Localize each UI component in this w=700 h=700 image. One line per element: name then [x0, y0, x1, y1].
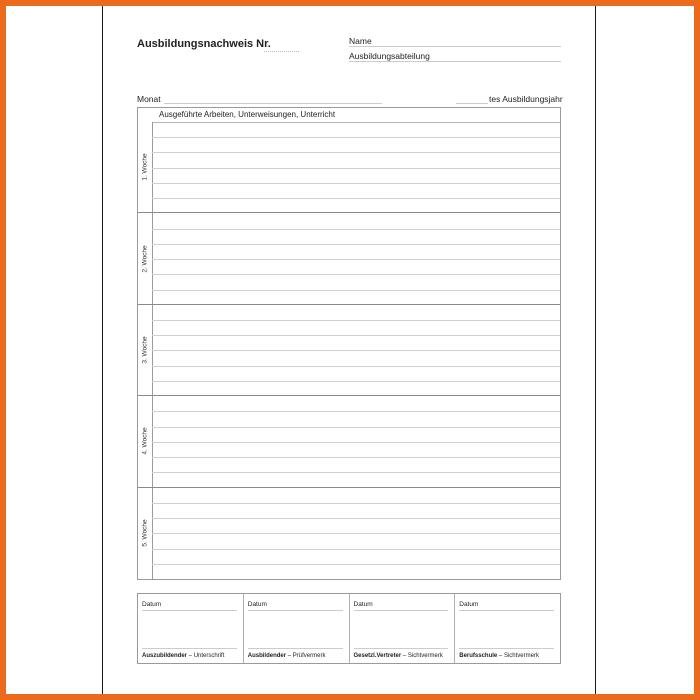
form-title: Ausbildungsnachweis Nr. — [137, 38, 271, 50]
week-label: 4. Woche — [141, 427, 149, 456]
signer-role: Berufsschule — [459, 653, 498, 659]
signature-role-label — [142, 653, 224, 659]
entry-line[interactable] — [152, 320, 560, 321]
signature-area — [137, 593, 561, 664]
week-label: 2. Woche — [141, 244, 149, 273]
entry-line[interactable] — [152, 290, 560, 291]
entry-line[interactable] — [152, 503, 560, 504]
week-label-column — [138, 488, 153, 579]
entry-line[interactable] — [152, 183, 560, 184]
signature-note: Sichtvermerk — [503, 653, 539, 659]
week-block — [138, 213, 560, 304]
role-separator: – — [497, 653, 504, 659]
signature-cell — [138, 594, 244, 663]
signature-cell — [350, 594, 456, 663]
date-field[interactable] — [248, 610, 343, 611]
entry-line[interactable] — [152, 198, 560, 199]
signature-role-label — [248, 653, 326, 659]
signature-field[interactable] — [459, 648, 554, 649]
week-block — [138, 488, 560, 579]
entry-line[interactable] — [152, 442, 560, 443]
date-field[interactable] — [459, 610, 554, 611]
entry-line[interactable] — [152, 259, 560, 260]
role-separator: – — [286, 653, 293, 659]
signature-field[interactable] — [354, 648, 449, 649]
signature-field[interactable] — [142, 648, 237, 649]
date-label: Datum — [142, 601, 162, 608]
week-block — [138, 396, 560, 487]
signature-note: Prüfvermerk — [292, 653, 326, 659]
signature-cell — [244, 594, 350, 663]
entry-line[interactable] — [152, 168, 560, 169]
week-block — [138, 122, 560, 213]
entry-line[interactable] — [152, 335, 560, 336]
entry-line[interactable] — [152, 411, 560, 412]
form-page — [6, 6, 694, 694]
week-label-column — [138, 122, 153, 212]
signature-cell — [455, 594, 560, 663]
signer-role: Ausbildender — [247, 653, 287, 659]
week-label: 1. Woche — [141, 153, 149, 181]
date-label: Datum — [247, 601, 267, 608]
entry-line[interactable] — [152, 427, 560, 428]
signature-note: Unterschrift — [193, 653, 225, 659]
entry-line[interactable] — [152, 152, 560, 153]
week-label: 3. Woche — [141, 336, 149, 364]
entry-line[interactable] — [152, 350, 560, 351]
department-label: Ausbildungsabteilung — [349, 51, 430, 61]
week-block — [138, 305, 560, 396]
date-field[interactable] — [142, 610, 237, 611]
entry-line[interactable] — [152, 244, 560, 245]
department-field[interactable] — [349, 61, 561, 62]
entry-line[interactable] — [152, 472, 560, 473]
signer-role: Gesetzl.Vertreter — [353, 653, 402, 659]
page-edge-left — [102, 6, 103, 694]
date-label: Datum — [353, 601, 373, 608]
month-field[interactable] — [164, 103, 382, 104]
entry-line[interactable] — [152, 366, 560, 367]
training-year-field[interactable] — [456, 103, 488, 104]
month-label: Monat — [137, 94, 161, 104]
name-label: Name — [349, 36, 372, 46]
signer-role: Auszubildender — [142, 653, 188, 659]
role-separator: – — [401, 653, 408, 659]
entry-line[interactable] — [152, 274, 560, 275]
date-field[interactable] — [354, 610, 449, 611]
entry-line[interactable] — [152, 457, 560, 458]
signature-note: Sichtvermerk — [407, 653, 443, 659]
week-label-column — [138, 305, 153, 395]
week-label-column — [138, 396, 153, 486]
name-field[interactable] — [349, 46, 561, 47]
entry-line[interactable] — [152, 137, 560, 138]
log-column-header: Ausgeführte Arbeiten, Unterweisungen, Unterricht — [152, 108, 560, 123]
entry-line[interactable] — [152, 564, 560, 565]
date-label: Datum — [459, 601, 479, 608]
report-number-field[interactable] — [264, 51, 299, 52]
entry-line[interactable] — [152, 533, 560, 534]
entry-line[interactable] — [152, 549, 560, 550]
training-year-label: tes Ausbildungsjahr — [489, 94, 563, 104]
signature-field[interactable] — [248, 648, 343, 649]
activity-log-table — [137, 107, 561, 580]
signature-role-label — [459, 653, 539, 659]
entry-line[interactable] — [152, 229, 560, 230]
entry-line[interactable] — [152, 518, 560, 519]
role-separator: – — [187, 653, 194, 659]
page-edge-right — [595, 6, 596, 694]
week-label-column — [138, 213, 153, 303]
week-label: 5. Woche — [141, 519, 149, 547]
entry-line[interactable] — [152, 381, 560, 382]
signature-role-label — [354, 653, 443, 659]
